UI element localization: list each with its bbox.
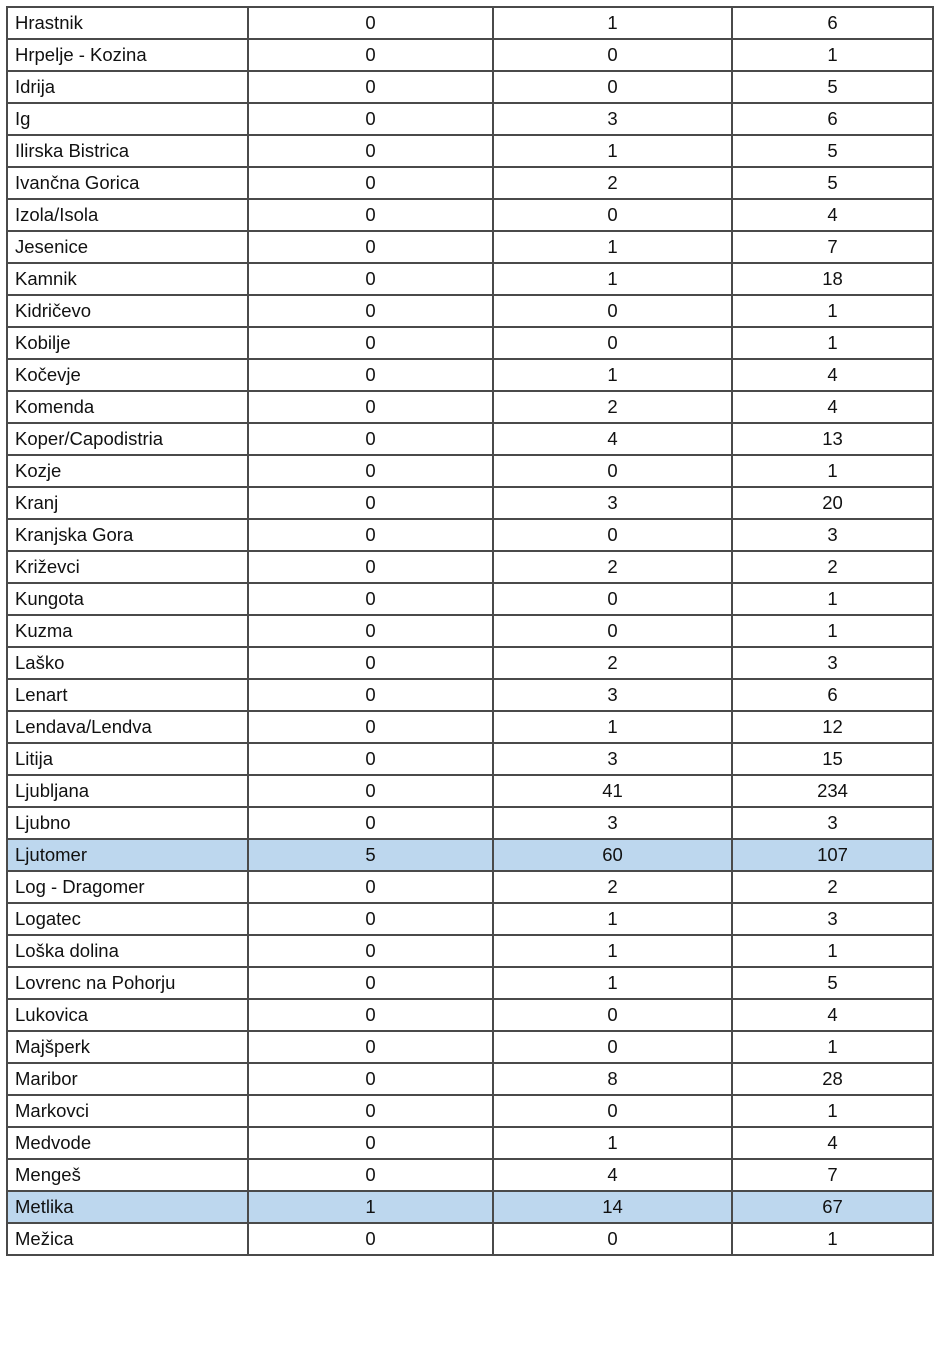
value-cell-3: 6 <box>732 103 933 135</box>
name-cell: Hrpelje - Kozina <box>7 39 248 71</box>
name-cell: Kranjska Gora <box>7 519 248 551</box>
value-cell-3: 107 <box>732 839 933 871</box>
table-row <box>7 711 933 743</box>
name-cell: Ivančna Gorica <box>7 167 248 199</box>
value-cell-3: 18 <box>732 263 933 295</box>
value-cell-1: 0 <box>248 551 493 583</box>
name-cell: Idrija <box>7 71 248 103</box>
value-cell-2: 14 <box>493 1191 732 1223</box>
value-cell-2: 2 <box>493 551 732 583</box>
value-cell-2: 0 <box>493 455 732 487</box>
value-cell-2: 0 <box>493 583 732 615</box>
value-cell-2: 0 <box>493 1031 732 1063</box>
value-cell-1: 1 <box>248 1191 493 1223</box>
name-cell: Jesenice <box>7 231 248 263</box>
value-cell-1: 0 <box>248 199 493 231</box>
value-cell-1: 0 <box>248 7 493 39</box>
name-cell: Ilirska Bistrica <box>7 135 248 167</box>
name-cell: Markovci <box>7 1095 248 1127</box>
value-cell-2: 0 <box>493 1223 732 1255</box>
value-cell-2: 1 <box>493 935 732 967</box>
value-cell-2: 0 <box>493 71 732 103</box>
value-cell-1: 0 <box>248 167 493 199</box>
name-cell: Kungota <box>7 583 248 615</box>
value-cell-3: 3 <box>732 647 933 679</box>
value-cell-1: 0 <box>248 583 493 615</box>
value-cell-2: 2 <box>493 167 732 199</box>
table-row <box>7 1191 933 1223</box>
name-cell: Mengeš <box>7 1159 248 1191</box>
name-cell: Izola/Isola <box>7 199 248 231</box>
value-cell-3: 12 <box>732 711 933 743</box>
value-cell-2: 0 <box>493 999 732 1031</box>
name-cell: Medvode <box>7 1127 248 1159</box>
value-cell-2: 0 <box>493 39 732 71</box>
value-cell-2: 1 <box>493 903 732 935</box>
value-cell-2: 1 <box>493 1127 732 1159</box>
table-row <box>7 871 933 903</box>
value-cell-2: 1 <box>493 263 732 295</box>
table-row <box>7 327 933 359</box>
table-row <box>7 1063 933 1095</box>
value-cell-3: 28 <box>732 1063 933 1095</box>
value-cell-2: 1 <box>493 967 732 999</box>
table-row <box>7 167 933 199</box>
value-cell-2: 8 <box>493 1063 732 1095</box>
value-cell-3: 6 <box>732 7 933 39</box>
value-cell-2: 0 <box>493 199 732 231</box>
value-cell-1: 0 <box>248 807 493 839</box>
value-cell-3: 1 <box>732 583 933 615</box>
value-cell-3: 1 <box>732 39 933 71</box>
value-cell-2: 60 <box>493 839 732 871</box>
name-cell: Laško <box>7 647 248 679</box>
value-cell-3: 20 <box>732 487 933 519</box>
value-cell-2: 4 <box>493 423 732 455</box>
value-cell-1: 0 <box>248 775 493 807</box>
value-cell-2: 3 <box>493 743 732 775</box>
value-cell-3: 3 <box>732 903 933 935</box>
name-cell: Kočevje <box>7 359 248 391</box>
value-cell-1: 0 <box>248 103 493 135</box>
value-cell-2: 1 <box>493 711 732 743</box>
table-row <box>7 775 933 807</box>
name-cell: Mežica <box>7 1223 248 1255</box>
value-cell-3: 2 <box>732 551 933 583</box>
value-cell-3: 5 <box>732 71 933 103</box>
table-row <box>7 551 933 583</box>
table-row <box>7 679 933 711</box>
table-row <box>7 1159 933 1191</box>
table-row <box>7 199 933 231</box>
value-cell-1: 0 <box>248 1223 493 1255</box>
name-cell: Litija <box>7 743 248 775</box>
value-cell-1: 0 <box>248 135 493 167</box>
value-cell-1: 0 <box>248 967 493 999</box>
value-cell-1: 5 <box>248 839 493 871</box>
table-body <box>7 7 933 1255</box>
value-cell-1: 0 <box>248 1031 493 1063</box>
value-cell-3: 5 <box>732 135 933 167</box>
value-cell-2: 0 <box>493 327 732 359</box>
value-cell-2: 4 <box>493 1159 732 1191</box>
value-cell-1: 0 <box>248 871 493 903</box>
value-cell-1: 0 <box>248 999 493 1031</box>
value-cell-2: 2 <box>493 647 732 679</box>
table-row <box>7 1223 933 1255</box>
value-cell-1: 0 <box>248 39 493 71</box>
name-cell: Kamnik <box>7 263 248 295</box>
value-cell-1: 0 <box>248 359 493 391</box>
value-cell-1: 0 <box>248 391 493 423</box>
table-row <box>7 743 933 775</box>
name-cell: Metlika <box>7 1191 248 1223</box>
table-row <box>7 391 933 423</box>
table-row <box>7 455 933 487</box>
name-cell: Koper/Capodistria <box>7 423 248 455</box>
table-row <box>7 7 933 39</box>
table-row <box>7 423 933 455</box>
table-row <box>7 839 933 871</box>
name-cell: Lenart <box>7 679 248 711</box>
value-cell-1: 0 <box>248 487 493 519</box>
value-cell-2: 0 <box>493 615 732 647</box>
value-cell-3: 1 <box>732 1031 933 1063</box>
table-row <box>7 231 933 263</box>
table-row <box>7 103 933 135</box>
table-row <box>7 39 933 71</box>
value-cell-3: 5 <box>732 167 933 199</box>
name-cell: Hrastnik <box>7 7 248 39</box>
value-cell-2: 0 <box>493 295 732 327</box>
value-cell-3: 67 <box>732 1191 933 1223</box>
value-cell-2: 1 <box>493 135 732 167</box>
value-cell-2: 2 <box>493 391 732 423</box>
value-cell-2: 3 <box>493 487 732 519</box>
name-cell: Kozje <box>7 455 248 487</box>
name-cell: Kranj <box>7 487 248 519</box>
name-cell: Majšperk <box>7 1031 248 1063</box>
value-cell-3: 7 <box>732 1159 933 1191</box>
name-cell: Križevci <box>7 551 248 583</box>
table-row <box>7 647 933 679</box>
value-cell-1: 0 <box>248 423 493 455</box>
value-cell-1: 0 <box>248 455 493 487</box>
value-cell-3: 1 <box>732 327 933 359</box>
name-cell: Lukovica <box>7 999 248 1031</box>
value-cell-3: 6 <box>732 679 933 711</box>
name-cell: Lendava/Lendva <box>7 711 248 743</box>
value-cell-1: 0 <box>248 1159 493 1191</box>
value-cell-2: 1 <box>493 231 732 263</box>
value-cell-2: 41 <box>493 775 732 807</box>
value-cell-3: 1 <box>732 455 933 487</box>
table-row <box>7 1031 933 1063</box>
table-row <box>7 807 933 839</box>
name-cell: Kuzma <box>7 615 248 647</box>
value-cell-3: 1 <box>732 1223 933 1255</box>
value-cell-3: 4 <box>732 391 933 423</box>
value-cell-1: 0 <box>248 327 493 359</box>
table-row <box>7 935 933 967</box>
value-cell-2: 0 <box>493 519 732 551</box>
value-cell-3: 5 <box>732 967 933 999</box>
table-row <box>7 1127 933 1159</box>
name-cell: Loška dolina <box>7 935 248 967</box>
value-cell-3: 1 <box>732 615 933 647</box>
name-cell: Ig <box>7 103 248 135</box>
value-cell-3: 4 <box>732 359 933 391</box>
value-cell-1: 0 <box>248 263 493 295</box>
value-cell-1: 0 <box>248 935 493 967</box>
value-cell-2: 2 <box>493 871 732 903</box>
name-cell: Maribor <box>7 1063 248 1095</box>
table-row <box>7 263 933 295</box>
value-cell-2: 1 <box>493 359 732 391</box>
table-row <box>7 359 933 391</box>
name-cell: Logatec <box>7 903 248 935</box>
value-cell-3: 1 <box>732 1095 933 1127</box>
value-cell-3: 15 <box>732 743 933 775</box>
value-cell-1: 0 <box>248 1063 493 1095</box>
table-row <box>7 135 933 167</box>
value-cell-1: 0 <box>248 1095 493 1127</box>
value-cell-2: 3 <box>493 679 732 711</box>
name-cell: Kobilje <box>7 327 248 359</box>
name-cell: Log - Dragomer <box>7 871 248 903</box>
value-cell-3: 3 <box>732 519 933 551</box>
value-cell-1: 0 <box>248 231 493 263</box>
value-cell-3: 1 <box>732 295 933 327</box>
value-cell-1: 0 <box>248 519 493 551</box>
value-cell-3: 2 <box>732 871 933 903</box>
value-cell-3: 4 <box>732 199 933 231</box>
municipality-table <box>6 6 934 1256</box>
table-row <box>7 71 933 103</box>
value-cell-1: 0 <box>248 647 493 679</box>
value-cell-3: 3 <box>732 807 933 839</box>
table-row <box>7 967 933 999</box>
table-row <box>7 903 933 935</box>
name-cell: Ljubno <box>7 807 248 839</box>
name-cell: Kidričevo <box>7 295 248 327</box>
value-cell-2: 1 <box>493 7 732 39</box>
value-cell-3: 13 <box>732 423 933 455</box>
value-cell-3: 4 <box>732 999 933 1031</box>
value-cell-3: 7 <box>732 231 933 263</box>
value-cell-1: 0 <box>248 711 493 743</box>
table-row <box>7 487 933 519</box>
name-cell: Ljubljana <box>7 775 248 807</box>
name-cell: Komenda <box>7 391 248 423</box>
table-row <box>7 999 933 1031</box>
value-cell-1: 0 <box>248 743 493 775</box>
name-cell: Ljutomer <box>7 839 248 871</box>
value-cell-3: 1 <box>732 935 933 967</box>
value-cell-3: 4 <box>732 1127 933 1159</box>
name-cell: Lovrenc na Pohorju <box>7 967 248 999</box>
table-row <box>7 615 933 647</box>
value-cell-1: 0 <box>248 615 493 647</box>
value-cell-2: 3 <box>493 103 732 135</box>
table-row <box>7 1095 933 1127</box>
value-cell-2: 3 <box>493 807 732 839</box>
value-cell-1: 0 <box>248 679 493 711</box>
table-row <box>7 295 933 327</box>
value-cell-1: 0 <box>248 903 493 935</box>
table-row <box>7 583 933 615</box>
value-cell-2: 0 <box>493 1095 732 1127</box>
value-cell-1: 0 <box>248 295 493 327</box>
value-cell-1: 0 <box>248 1127 493 1159</box>
value-cell-1: 0 <box>248 71 493 103</box>
table-row <box>7 519 933 551</box>
value-cell-3: 234 <box>732 775 933 807</box>
